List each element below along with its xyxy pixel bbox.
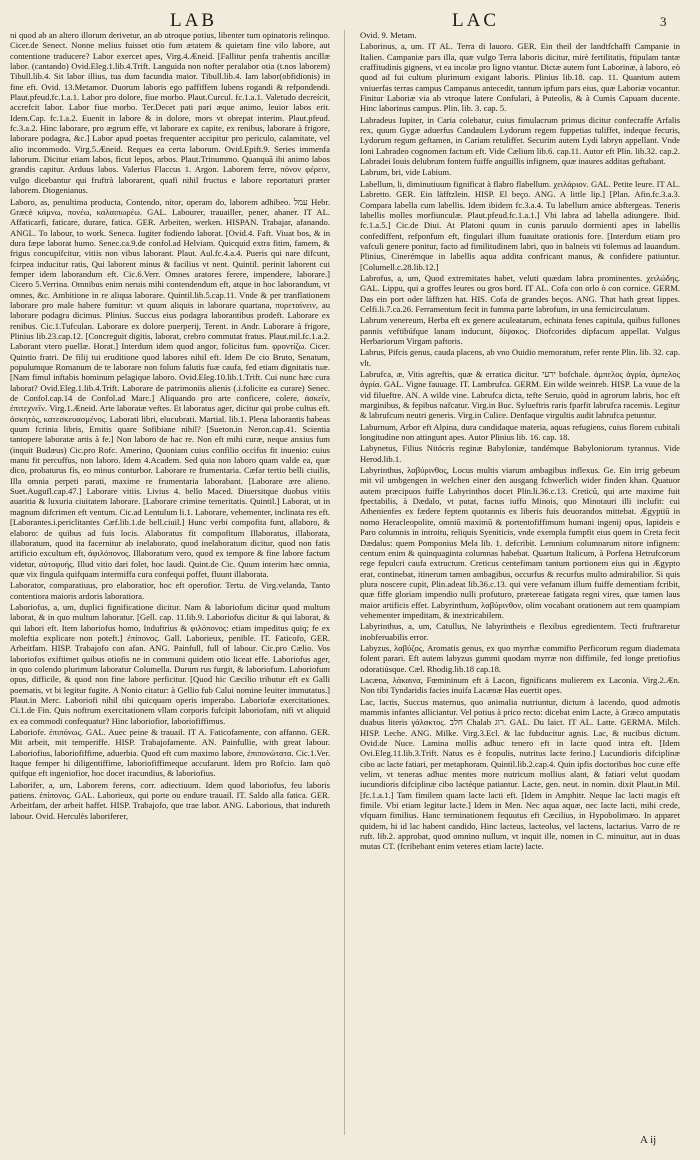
entry-labor: ni quod ab an altero illorum derivetur, an ab utroque potius, libenter tum opinatoris relinquo. Cicer.de Senect. Nonne melius fuisset otio fum ætatem & quietam fine vilo labore, aut contentione traducere? Labor exercet apes, Virg.4.Æneid. [Fallitur penfa trahentis ancillæ labor. (cantando) Ovid.Eleg.1.lib.4.Trift. Languida non nofter peralabor otia (t.nos laborem) Tibull.lib.4. Sit labor illius, tua dum facundia maior. Tibull.lib.4. Iam labor(obfidionis) in fine eft. Ovid. 13.Metamor. Duorum laboris ego paffiffem lubens rogandi & refpondendi. Plaut.pfeud.fc.1.a.1. Labor pro dolore, fiue morbo. Plaut.Curcul. fc.1.a.1. Valetudo decreícit, accrefcit labor. Labor fiue morbo. Ter.Decet pati pari æque animo, leuior labos erit. Idem.Cap. fc.1.a.2. Euenit in labore & in dolore, mors vt obrepat interim. Plaut.pfeud. fc.3.a.2. Hinc laborare, pro ægrum effe, vt laborare ex capite, ex renibus, laborare à frigore, laborare podagra, &c.] Labor apud poetas frequenter accipitur pro periculo, calamitate, vel alio incommodo. Virg.5.Æneid. Reques ea certa laborum. Ovid.Epift.9. Series immenfa laborum. Dicitur etiam labos, ficut lepos, arbos. Plaut.Trinummo. Quanquã ibi animo labos grandis capitur. Arduus labos. Valerius Flaccus 1. Argon. Laborem ferre, πόνον φέρειν, vulgo dicebantur qui fruftrà laborarent, quafi nihil fructus e labore reportaturi præter laborem. Diogenianus. [10, 30, 330, 196]
running-head-right: LAC [452, 10, 499, 31]
entry-labyrintheus: Labyrinthus, a, um, Catullus, Ne labyrintheis e flexibus egredientem. Tecti fruftraretur inobferuabilis error. [360, 621, 680, 642]
entry-laburnum: Laburnum, Arbor eft Alpina, dura candidaque materia, aquas refugiens, cuius florem cubitali longitudine non attingunt apes. Autor Plinius lib. 16. cap. 18. [360, 421, 680, 443]
entry-labyzus: Labyzus, λαβύζος, Aromatis genus, ex quo myrrhæ commifto Perficorum regum diademata folent parari. Eft autem labyzus gummi quodam myrræ non diffimile, fed longe pretiofius odoratiúsque. Cæl. Rhodig.lib.18 cap.18. [360, 642, 680, 674]
entry-laboriose: Laboriofe. ἐπιπόνως. GAL. Auec peine & trauail. IT A. Faticofamente, con affanno. GER. Mit arbeit, mit temperiffe. HISP. Trabajofamente. AN. Painfullie, with great labour. Laboriofius, laboriofiffime, aduerbia. Quod eft cum maximo labore, ἐπιπονώτατα. Cic.1.Ver. Itaque femper hi diligentiffime, laboriofiffimeque accufarunt. Idem pro Rofcio. Iam quò quifque eft ingeniofior, hoc docet iracundius, & laboriofius. [10, 727, 330, 779]
running-head-left: LAB [170, 10, 217, 31]
entry-labrum: Labrum, bri, vide Labium. [360, 167, 452, 178]
entry-laboro: Laboro, as, penultima producta, Contendo, nitor, operam do, laborem adhibeo. עמל Hebr. Græcè κάμνω, πονέω, καλαιπωρέω. GAL. Labourer, trauailler, pener, ahaner. IT AL. Affaticarfi, faticare, durare, fatica. GER. Arbeiten, werken. HISPAN. Trabajar, afanando. ANGL. To labour, to work. Seneca. Iugiter fodiendo laborat. [Ovid.4. Faft. Viuat bos, & in dura fæpe laborat humo. Senec.ca.9.de confol.ad Helviam. Quicquid extra fitim, famem, & frigus concupifcitur, vitiis non vibus laborant. Plaut. Aul.fc.4.a.4. Pueris qui nare difcunt, fcirpea inducitur ratis, Qui laborent minus & facilius vt nent. Quintil. perinit laborent cui femper idem laborandum eft. Cic.6.Verr. Omnes aratores ferere, impendere, laborare.] Cicero 5.Verrina. Omnibus enim neruis mihi contendendum eft, atque in hoc laborandum, vt omnes, &c. Ambitione in re aliqua laborare. Quintil.lib.5.cap.11. Vnde & per tranflationem laborare pro male habere fumitur: vt quum aliquis in laborare quartana, πυρεταίνειν, au laborare podagra dicimus. Plinius. Succus eius podagra laborantibus prodeft. Laborare ex renibus. Cic.1.Tufculan. Laborare ex dolore puerperij, Terent. in Andr. Laborare à frigore, Plinius lib.23.cap.12. [Concreguit digitis, laborat, crebro commutat fratus. Plaut.mil.fc.1.a.2. Laborant vtero puellæ. Horat.] Interdum idem quod angor, folicitus fum. φροντίζω. Cicer. Quintio fratri. De filij tui eruditione quod labores nihil eft. Idem De cio Bruto, Senatum, populumque Romanum de te laborare non folum falutis fuæ caufa, fed etiam dignitatis tuæ. [Nam fimul inftabis hominum pelagique laboro. Ovid.Eleg.10.lib.1.Trift. Cui nunc hæc cura laborat? Ovid.Eleg.1.lib.4.Trift. Laborare de patrimoniis alienis (.i.folicite ea curare) Senec. de Confol.cap.14 de Confol.ad Marc.] Aliquando pro arte conficere, colere, ἀσκεῖν, ἐπιτεχνεῖν. Virg.1.Æneid. Arte laboratæ veftes. Et laboratus ager, dicitur qui probe cultus eft. ἀσκητός, κατεσκευασμένος. Laborati libri, elucubrati. Martial. lib.1. Plena laborantis habeas quum fcrinia libris, Emitis quare Sofibiane nihil? [Sueton.in Neron.cap.41. Scientia tantopere laboratæ artis à fe.] Non laboro de hac re. Non eft mihi curæ, neque anxius fum (inquit Budæus) Cic.pro Rofc. Amerino, Quoniam cuius confilio occifus fit inuenio: cuius manu fit percuffus, non laboro. Idem 4.Academ. Sed quia non laboro quam valde ea, quæ dico, probaturus fis, eo minus conturbor. Laborare re frumentaria. Cæfar tertio belli ciuilis, Illa omnia perpeti parati, maxime re frumentaria laborabant. [Laborare ære alieno. Suet.Augufl.cap.47.] Laborare vitiis. Livius 4. bello Maced. Diuersitque duobus vitiis auaritia & luxuria ciuitatem laborare. [Laborare crimine temeritatis. Quintil.] Laborat, ut in magnum difcrimen eft ventum. Cic.ad Lentulum li.1. Laborare, vehementer, inclinata res eft. [Laborantes.i.periclitantes Cæf.lib.1.de bell.ciuil.] Hunc verbi compofita funt, allaboro, & elaboro: de quibus ad fuis locis. Alaboratus fit compofitum Illaboratus, illaborata, illaboratum, quod ita facernitur ab inelaborato, quod inelaboratum dicitur, quod non fatis artificio excultum eft, ἀφιλόπονος. Illaboratum vero, quod ex tempore & fine labore factum videtur, αὐτοφυής. Illud vitio dari folet, hoc laudi. Quint.de Cic. Quum interim hæc omnia, quæ vix fingula quifquam intermiffa cura confequi poffet, fluunt illaborata. [10, 196, 330, 579]
entry-laborinus: Laborinus, a, um. IT AL. Terra di lauoro. GER. Ein theil der landtfchafft Campanie in Italien. Campaniæ pars illa, quæ vulgo Terra laboris dicitur, mirè fertilitatis, ftipulam tantæ craffitudinis gignens, vt ea incolæ pro ligno vtantur. Dictæ autem funt Laborinæ, à laboro, eò quod ad fui cultum plurimum exigant laboris. Plinius lib.18. cap. 11. Quantum autem vniuerfas terras campus Campanus antecedit, tantum ipfum pars eius, quæ Laboriæ vocantur. Finitur Laboriæ via ab vtroque latere Confulari, à Puteolis, & à Cumis Capuam ducente. Hinc laborinus campus. Plin. lib. 3. cap. 5. [360, 41, 680, 114]
entry-labrusca: Labrufca, æ, Vitis agreftis, quæ & erratica dicitur. ירעי bofchale. ἀμπελος ἀγρία, ἀμπελος ἀγρία. GAL. Vigne fauuage. IT. Lambrufca. GERM. Ein wilde weinreb. HISP. La vuue de la vid filueftre. AN. A wilde vine. Labrufca dicta, tefte Seruio, quòd in agrorum labris, hoc eft marginibus, & fepibus nafcatur. Virg.in Buc. Sylueftris raris fparfit labrufca racemis. Legitur & labrufcum neutri generis. Virg.in Culice. Denfaque virgultis audit labrufca petuntur. [360, 369, 680, 421]
right-column [360, 30, 680, 1135]
running-head [0, 6, 700, 32]
entry-lacaena: Lacæna, λάκαινα, Fœmininum eft à Lacon, fignificans mulierem ex Laconia. Virg.2.Æn. Non tibi Tyndaridis facies inuifa Lacænæ Has euertit opes. [360, 674, 680, 696]
entry-lac: Lac, lactis, Succus maternus, quo animalia nutriuntur, dictum à lacendo, quod admotis mammis infantes alliciantur. Vel potius à prico recto: dicebat enim Lacte, à Græco amputatis duabus literis γάλακτος. חלב Chalab רוג. GAL. Du laict. IT AL. Latte. GERMA. Milch. HISP. Leche. ANG. Milke. Virg.3.Ecl. & lac fubducitur agnis. Lac, & nucibus dictum. Ovid.de Nuce. Lamina mollis adhuc tenero eft in lacte quod intra eft. [Idem Ovi.Eleg.11.lib.3.Trift. Natus es è fcopulis, nutritus lacte ferino.] Lucundioris difciplinæ cibo ac lacte fatiari, per metaphoram. Quintil.lib.2.cap.4. Quin ipfis doctoribus hoc curæ effe velim, vt teneras adhuc mentes more nutricum mollius alant, & fatiari velut quodam iucundioris difciplinæ cibo lactéque patiantur. Lacte, gen. neut. in nomin. dixit Plaut.in Mil. [fc.1.a.1.] Tam fimilem quam lacte lacti eft. [Idem in Amphitr. Neque lac lacti magis eft fimile. Vbi etiam legitur lacte.] Idem in Men. Nec aqua aquæ, nec lacte lacti, mihi crede, vfquam fimilius. Hanc terminationem fequutus eft Cæcilius, in Hypobolimæo. In apparet quidem, hi id lac habent candido, Hinc lacteus, lacteolus, vel lactens, lactarius. Varro de re ruft. lib.2. approbat, quod omnino nullum, vt inquit ille, nomen in C. minuitur, aut in duas mutas CT. (fcribebant enim veteres etiam lacte) lacte. [360, 696, 680, 852]
signature-mark: A ij [640, 1134, 657, 1146]
left-column [10, 30, 330, 1135]
column-divider [344, 30, 345, 1135]
entry-continuation: Ovid. 9. Metam. [360, 30, 417, 40]
entry-laborifer: Laborifer, a, um, Laborem ferens, corr. adiectiuum. Idem quod laboriofus, feu laboris patiens. ἐπίπονος. GAL. Laborieux, qui porte ou endure trauail. IT. Saldo alla fatica. GER. Arbeitfam, der arbeit haffet. HISP. Trabajofo, que trae labor. ANG. Laborious, that indureth labour. Ovid. Herculès laboriferer, [10, 779, 330, 821]
entry-labradeus: Labradeus Iupiter, in Caria colebatur, cuius fimulacrum primus dicitur confecraffe Arfalis rex, quum Gygæ aduerfus Candaulem Lydorum regem fuppetias tuliffet, indeque fecuris, Lydorum regum geftamen, in Cariam retuliffet. Securim autem Lydi labryn appellant. Vnde Ioni Labradeo cognomen factum eft. Vide Cælium lib.6. cap.11. Autor eft Plin. lib.32. cap.2. Labradei Iouis delubrum fontem fuiffe anguillis infignem, quæ inaures additas geftabant. [360, 114, 680, 167]
folio-number: 3 [660, 14, 670, 29]
entry-labrum-venereum: Labrum venereum, Herba eft ex genere aculeatarum, echinata fenes capitula, quibus fullones pannis veftibúfque lanam inducunt, δίψακος. Diofcorides dipfacum appellat. Vulgus Herbariorum Virgam paftoris. [360, 315, 680, 346]
entry-labynetus: Labynetus, Filius Nitócris reginæ Babyloniæ, tandémque Babyloniorum tyrannus. Vide Herod.lib.1. [360, 443, 680, 464]
entry-laboratior: Laborator, comparatiuus, pro elaboratior, hoc eft operofior. Tertu. de Virg.velanda, Tanto contentiora maioris ardoris laboratiora. [10, 580, 330, 601]
entry-labyrinthus: Labyrinthus, λαβύρινθος, Locus multis viarum ambagibus inflexus. Ge. Ein irrig gebeum mit vil umbgengen in welchen einer den ausgang fchwerlich wider finden khan. Quatuor autem præcipuos fuiffe Labyrinthos docet Plin.li.36.c.13. Creticū, qui arte maxime fuit fpectabilis, à Dædalo, vt putat, factus iuffu Minois, quo Minotauri illi inclufit: cui Athenienfes ex fædere feptem quotannis ex liberis fuis deuorandos mittebat. Ægyptiū in nomo Heracleopolite, omniū maximū & portentofiffimum humani ingenij opus, lapideis e Paro columnis in introitu, reliquis Syeniticis, vnde exempla fumpfit eius quem in Creta fecit Dædalus: quem Pomponius Mela lib. 1. defcribit. Lemnium columnarum nitore infignem: centum enim & quinquaginta columnas habebat. Quartum Italicum, à Porfena Hetrufcorum rege fepulcri caufa extructum. Creticus centefimam tantum portionem eius qui in Ægypto erat, continebat, itinerum tamen ambagibus, occurfus & recurfus multo admirabilior. Si quis plura noscere cupit, Plin.adeat lib.36.c.13. qui vere vefanum illum fuiffe dementiam fcribit, quæ fiffe gloriam impendio nulli profuturo, prætereae fatigata regni vires, quæ tamen laus maior artificis effet. Labyrinthum, λαβύρινθον, olim vocabant orationem aut rem quampiam vehementer impeditam, & inextricabilem. [360, 465, 680, 620]
entry-labellum: Labellum, li, diminutiuum fignificat à flabro flabellum. χειλάριον. GAL. Petite leure. IT AL. Labretto. GER. Ein läfftzlein. HISP. El beço. ANG. A little lip.] [Plan. Afin.fc.3.a.3. Compara labella cum labellis. Idem ibidem fc.3.a.4. Tu labellum amice abftergeas. Teneris labellis molles morfiunculæ. Plaut.pfeud.fc.1.a.1.] Vbi labra ad labella adiungere. Ibid. fc.1.a.5.] Cic.de Diui. At Platoni quum in cunis paruulo dormienti apes in labellis confediffent, refponfum eft, fingulari illum fuauitate orationis fore. [Interdum etiam pro vafculi genere ponitur, facto ad fimilitudinem labri, quo in balneis vti folemus ad lauandum. Plinius, Cinerémque in labellis aqua addita confricant manus, & confidere patiuntur. [Columell.c.28.lib.12.] [360, 178, 680, 272]
entry-laboriosus: Laboriofus, a, um, duplici fignificatione dicitur. Nam & laboriofum dicitur quod multum laborat, & in quo multum laboratur. [Gell. cap. 11.lib.9. Laboriofus dicitur & qui laborat, & qui labori eft. Item laboriofus homo, Induftrius & φιλόπονος: etiam impeditus quiq; fe ex moleftia explicare non poteft.] ἐπίπονος. Gall. Laborieux, penible. IT. Faticofo, GER. Arbeitfam. HISP. Trabajofo con afan. ANG. Painfull, full of labour. Cic.pro Cælio. Vos laboriofos exiftimet quibus otiofis ne in communi quidem otio liceat effe. Laboriofus ager, in quo colendo plurimum laboratur Columella. Durum rus furgit, & laboriofum. Laboriofum opus, difficile, & quod non fine labore perficitur. [Quod hic Cæcilio tributur eft ex Galli poematis, vt bi legitur fugite. A Nonio citatur: à Gellio fub Calui nomine leuiter immutatus.] Plaut.in Merc. Laboriofi nihil tibi quicquam operis imperabo. Laboriofæ exercitationes. Ci.1.de Fin. Quis noftrum exercitationem vllam corporis fufcipit laboriofam, nifi vt aliquid ex ea commodi confequatur? Hinc laboriofior, laboriofiffimus. [10, 601, 330, 726]
entry-labrosus: Labrofus, a, um, Quod extremitates habet, veluti quædam labra prominentes. χειλώδης. GAL. Lippu, qui a groffes leures ou gros bord. IT AL. Cofa con orlo ò con cornice. GERM. Das ein port oder läfftzen hat. HIS. Cofa de grandes beços. ANG. That hath great lippes. Celfi.li.7.ca.26. Ferramentum fecit in fumma parte labrofum, in una femicirculatum. [360, 272, 680, 314]
entry-labrus: Labrus, Pifcis genus, cauda placens, ab vno Ouidio memoratum, refer rente Plin. lib. 32. cap. vlt. [360, 347, 680, 368]
